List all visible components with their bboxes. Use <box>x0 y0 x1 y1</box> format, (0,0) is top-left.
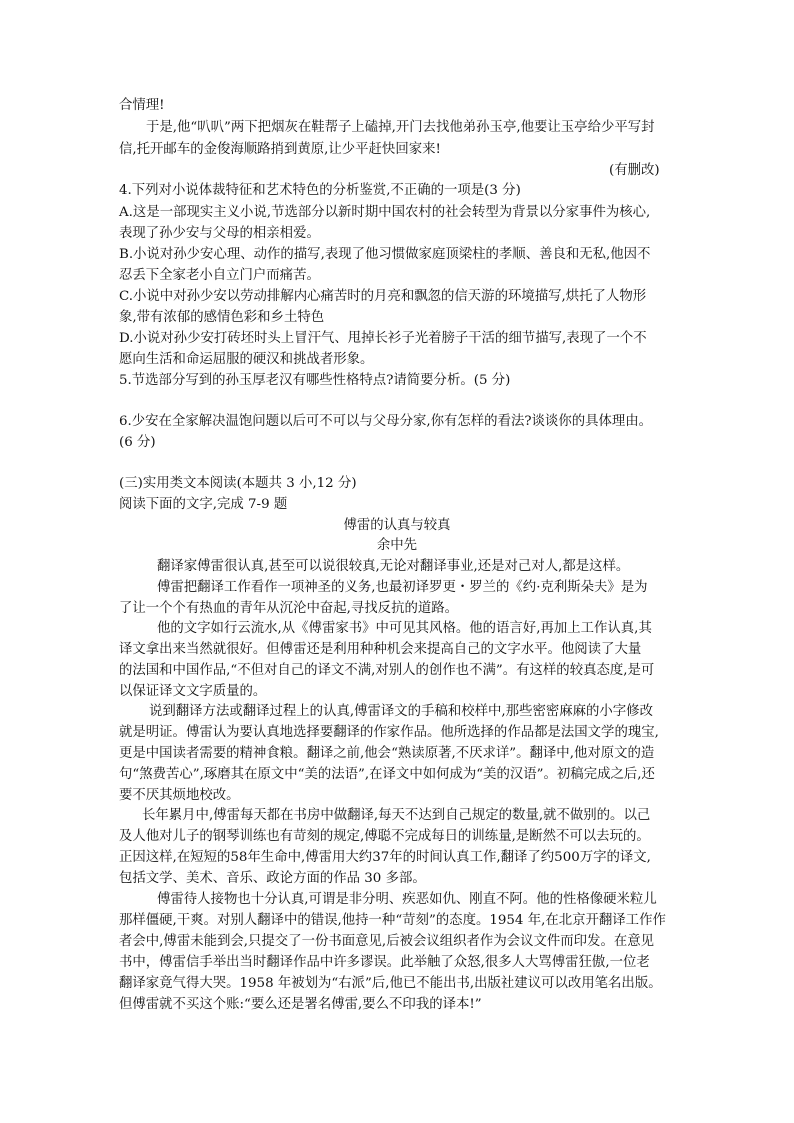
article-paragraph-4-line3: 更是中国读者需要的精神食粮。翻译之前,他会“熟读原著,不厌求详”。翻译中,他对原文的造 <box>119 746 655 761</box>
question-4-option-d-line1: D.小说对孙少安打砖坯时头上冒汗气、甩掉长衫子光着膀子干活的细节描写,表现了一个不 <box>119 331 647 346</box>
question-4-option-a-line1: A.这是一部现实主义小说,节选部分以新时期中国农村的社会转型为背景以分家事件为核心, <box>119 205 651 220</box>
question-4-option-c-line2: 象,带有浓郁的感情色彩和乡土特色 <box>119 310 325 325</box>
article-paragraph-2-line2: 了让一个个有热血的青年从沉沦中奋起,寻找反抗的道路。 <box>119 601 459 616</box>
question-6-line1: 6.少安在全家解决温饱问题以后可不可以与父母分家,你有怎样的看法?谈谈你的具体理由。 <box>119 414 653 429</box>
section-3-instruction: 阅读下面的文字,完成 7-9 题 <box>119 497 288 512</box>
article-paragraph-6-line5: 翻译家竟气得大哭。1958 年被划为“右派”后,他已不能出书,出版社建议可以改用笔名出版。 <box>119 976 662 991</box>
story-end-line: 合情理! <box>119 98 165 113</box>
question-4-option-b-line2: 忍丢下全家老小自立门户而痛苦。 <box>119 268 320 283</box>
question-4-option-b-line1: B.小说对孙少安心理、动作的描写,表现了他习惯做家庭顶梁柱的孝顺、善良和无私,他因不 <box>119 247 651 262</box>
article-paragraph-6-line6: 但傅雷就不买这个账:“要么还是署名傅雷,要么不印我的译本!” <box>119 997 482 1012</box>
section-3-heading: (三)实用类文本阅读(本题共 3 小,12 分) <box>119 476 357 491</box>
article-paragraph-6-line3: 者会中,傅雷未能到会,只提交了一份书面意见,后被会议组织者作为会议文件而印发。在意见 <box>119 934 655 949</box>
question-4-option-c-line1: C.小说中对孙少安以劳动排解内心痛苦时的月亮和飘忽的信天游的环境描写,烘托了人物形 <box>119 289 647 304</box>
question-4-option-a-line2: 表现了孙少安与父母的相亲相爱。 <box>119 226 320 241</box>
article-paragraph-3-line2: 译文拿出来当然就很好。但傅雷还是利用种种机会来提高自己的文字水平。他阅读了大量 <box>119 642 642 657</box>
article-paragraph-4-line5: 要不厌其烦地校改。 <box>119 788 240 803</box>
article-paragraph-5-line2: 及人他对儿子的钢琴训练也有苛刻的规定,傅聪不完成每日的训练量,是断然不可以去玩的。 <box>119 829 650 844</box>
article-paragraph-2-line1: 傅雷把翻译工作看作一项神圣的义务,也最初译罗更・罗兰的《约·克利斯朵夫》是为 <box>157 580 648 595</box>
article-paragraph-3-line3: 的法国和中国作品,“不但对自己的译文不满,对别人的创作也不满”。有这样的较真态度,是可 <box>119 663 655 678</box>
question-6-line2: (6 分) <box>119 435 156 450</box>
article-title: 傅雷的认真与较真 <box>343 518 451 533</box>
article-paragraph-5-line4: 包括文学、美术、音乐、政论方面的作品 30 多部。 <box>119 871 426 886</box>
article-author: 余中先 <box>376 538 418 553</box>
question-4-option-d-line2: 愿向生活和命运屈服的硬汉和挑战者形象。 <box>119 352 374 367</box>
article-paragraph-3-line1: 他的文字如行云流水,从《傅雷家书》中可见其风格。他的语言好,再加上工作认真,其 <box>157 621 652 636</box>
article-paragraph-4-line2: 就是明证。傅雷认为要认真地选择要翻译的作家作品。他所选择的作品都是法国文学的瑰宝, <box>119 725 659 740</box>
article-paragraph-3-line4: 以保证译文文字质量的。 <box>119 684 267 699</box>
question-5-stem: 5.节选部分写到的孙玉厚老汉有哪些性格特点?请简要分析。(5 分) <box>119 373 511 388</box>
article-paragraph-4-line1: 说到翻译方法或翻译过程上的认真,傅雷译文的手稿和校样中,那些密密麻麻的小字修改 <box>149 704 653 719</box>
story-end-paragraph-line1: 于是,他“叭叭”两下把烟灰在鞋帮子上磕掉,开门去找他弟孙玉亭,他要让玉亭给少平写封 <box>146 120 655 135</box>
question-4-stem: 4.下列对小说体裁特征和艺术特色的分析鉴赏,不正确的一项是(3 分) <box>119 183 521 198</box>
article-paragraph-6-line1: 傅雷待人接物也十分认真,可谓是非分明、疾恶如仇、刚直不阿。他的性格像硬米粒儿 <box>157 892 657 907</box>
article-paragraph-5-line1: 长年累月中,傅雷每天都在书房中做翻译,每天不达到自己规定的数量,就不做别的。以己 <box>142 808 651 823</box>
article-paragraph-5-line3: 正因这样,在短短的58年生命中,傅雷用大约37年的时间认真工作,翻译了约500万字的译文, <box>119 850 651 865</box>
story-end-paragraph-line2: 信,托开邮车的金俊海顺路捎到黄原,让少平赶快回家来! <box>119 142 441 157</box>
edit-note: (有删改) <box>609 163 660 178</box>
article-paragraph-4-line4: 句“煞费苦心”,琢磨其在原文中“美的法语”,在译文中如何成为“美的汉语”。初稿完成之后,还 <box>119 767 655 782</box>
article-paragraph-6-line2: 那样僵硬,干爽。对别人翻译中的错误,他持一种“苛刻”的态度。1954 年,在北京开翻译工作作 <box>119 913 666 928</box>
article-paragraph-1: 翻译家傅雷很认真,甚至可以说很较真,无论对翻译事业,还是对己对人,都是这样。 <box>157 559 630 574</box>
article-paragraph-6-line4: 书中，傅雷信手举出当时翻译作品中许多谬误。此举触了众怒,很多人大骂傅雷狂傲,一位老 <box>119 955 650 970</box>
